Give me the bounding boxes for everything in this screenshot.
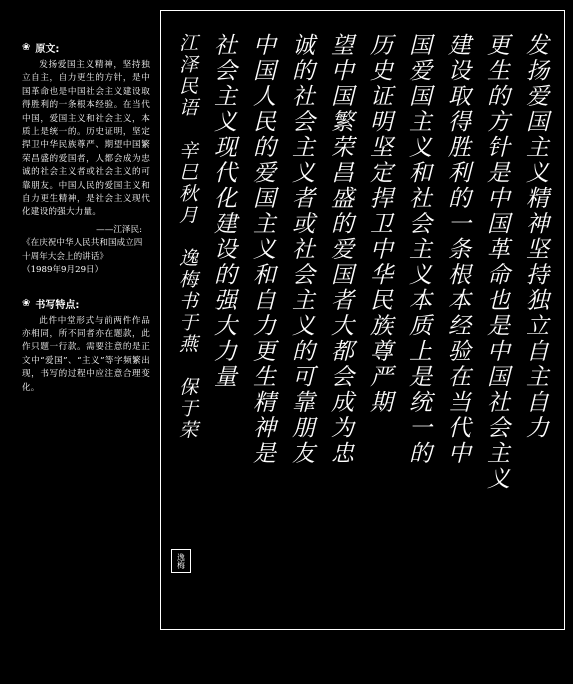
annotation-sidebar xyxy=(22,40,150,395)
original-text-paragraph: 发扬爱国主义精神，坚持独立自主，自力更生的方针，是中国革命也是中国社会主义建设取得胜利的一条根本经验。在当代中国，爱国主义和社会主义，本质上是统一的。历史证明，坚定捍卫中华民族尊严、期望中国繁荣昌盛的爱国者，人都会成为忠诚的社会主义者或社会主义的可靠朋友。中国人民的爱国主义和自力更生精神，是社会主义现代化建设的强大力量。 xyxy=(22,60,150,218)
calligraphy-column: 更生的方针是中国革命也是中国社会主义 xyxy=(483,33,509,492)
citation xyxy=(22,224,150,278)
section-title: 原文: xyxy=(35,44,60,55)
citation-author: ——江泽民: xyxy=(96,224,142,235)
calligraphy-column: 诚的社会主义者或社会主义的可靠朋友 xyxy=(288,33,314,467)
original-text-section xyxy=(22,40,150,278)
calligraphy-column: 发扬爱国主义精神坚持独立自主自力 xyxy=(522,33,548,441)
section-title: 书写特点: xyxy=(35,299,80,311)
calligraphy-column: 社会主义现代化建设的强大力量 xyxy=(210,33,236,390)
section-heading xyxy=(22,296,150,311)
citation-date: （1989年9月29日） xyxy=(22,265,104,276)
citation-source: 《在庆祝中华人民共和国成立四十周年大会上的讲话》 xyxy=(22,238,143,262)
writing-features-section xyxy=(22,296,150,395)
section-heading xyxy=(22,40,150,55)
seal-stamp: 逸梅 xyxy=(171,549,191,573)
flower-bullet-icon: ❀ xyxy=(22,297,31,309)
calligraphy-column: 中国人民的爱国主义和自力更生精神是 xyxy=(249,33,275,467)
calligraphy-column: 历史证明坚定捍卫中华民族尊严期 xyxy=(366,33,392,416)
signature-column: 江泽民语 辛巳秋月 逸梅书于燕 保于荣 xyxy=(176,33,198,442)
calligraphy-frame xyxy=(160,10,565,630)
calligraphy-column: 建设取得胜利的一条根本经验在当代中 xyxy=(444,33,470,467)
calligraphy-column: 国爱国主义和社会主义本质上是统一的 xyxy=(405,33,431,467)
calligraphy-column: 望中国繁荣昌盛的爱国者大都会成为忠 xyxy=(327,33,353,467)
writing-features-paragraph: 此件中堂形式与前两件作品亦相同，所不同者亦在题款，此作只题一行款。需要注意的是正文中“爱国”、“主义”等字频繁出现，书写的过程中应注意合理变化。 xyxy=(22,315,150,393)
flower-bullet-icon: ❀ xyxy=(22,42,31,53)
